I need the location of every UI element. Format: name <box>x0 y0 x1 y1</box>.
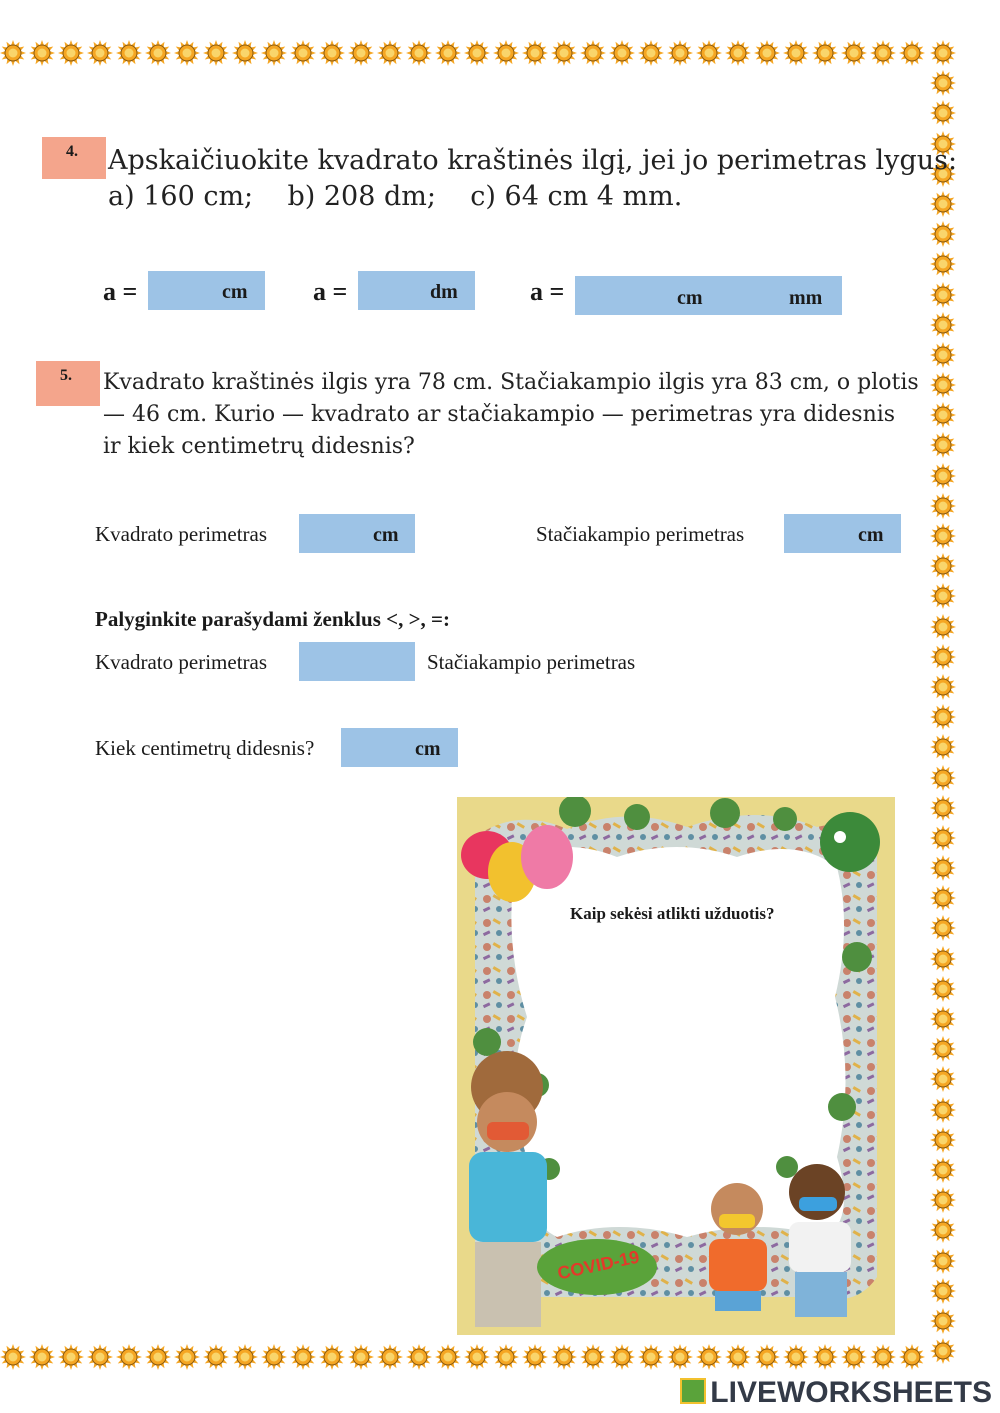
sun-icon <box>0 40 26 66</box>
task-4-badge: 4. <box>42 137 106 179</box>
sun-border-bottom <box>0 1344 928 1370</box>
sun-icon <box>377 40 403 66</box>
sun-icon <box>930 282 956 308</box>
sun-icon <box>930 1308 956 1334</box>
sun-icon <box>290 40 316 66</box>
sun-icon <box>930 402 956 428</box>
sun-icon <box>145 1344 171 1370</box>
sun-icon <box>930 432 956 458</box>
sun-icon <box>812 40 838 66</box>
sun-icon <box>319 40 345 66</box>
sun-icon <box>930 614 956 640</box>
sun-icon <box>930 1217 956 1243</box>
sun-icon <box>145 40 171 66</box>
compare-instruction: Palyginkite parašydami ženklus <, >, =: <box>95 607 451 631</box>
sun-icon <box>29 1344 55 1370</box>
sun-icon <box>899 40 925 66</box>
sun-icon <box>930 251 956 277</box>
sun-icon <box>435 1344 461 1370</box>
sun-icon <box>435 40 461 66</box>
square-perimeter-label: Kvadrato perimetras <box>95 522 268 546</box>
sun-icon <box>930 1066 956 1092</box>
sun-icon <box>203 1344 229 1370</box>
sun-icon <box>930 1187 956 1213</box>
sun-icon <box>551 40 577 66</box>
sun-icon <box>29 40 55 66</box>
frame-artwork <box>457 797 895 1335</box>
sun-icon <box>899 1344 925 1370</box>
sun-icon <box>58 1344 84 1370</box>
answer-b-label: a = <box>313 277 348 306</box>
sun-icon <box>203 40 229 66</box>
answer-a-unit: cm <box>222 281 248 303</box>
sun-icon <box>841 40 867 66</box>
sun-icon <box>493 40 519 66</box>
sun-icon <box>930 644 956 670</box>
answer-c-input[interactable] <box>575 276 842 315</box>
sun-icon <box>783 40 809 66</box>
sun-icon <box>783 1344 809 1370</box>
difference-unit: cm <box>415 738 441 760</box>
rect-perimeter-unit: cm <box>858 524 884 546</box>
sun-icon <box>87 1344 113 1370</box>
sun-icon <box>406 40 432 66</box>
sun-icon <box>930 946 956 972</box>
sun-icon <box>174 40 200 66</box>
answer-b-unit: dm <box>430 281 458 303</box>
sun-icon <box>696 1344 722 1370</box>
sun-icon <box>261 1344 287 1370</box>
sun-icon <box>870 1344 896 1370</box>
answer-c-label: a = <box>530 277 565 306</box>
answer-a-label: a = <box>103 277 138 306</box>
sun-icon <box>696 40 722 66</box>
sun-border-top <box>0 40 928 66</box>
sun-icon <box>290 1344 316 1370</box>
answer-c-unit-mm: mm <box>789 287 823 309</box>
sun-icon <box>348 1344 374 1370</box>
sun-icon <box>930 583 956 609</box>
sun-icon <box>930 795 956 821</box>
sun-icon <box>930 1338 956 1364</box>
sun-icon <box>87 40 113 66</box>
compare-left-label: Kvadrato perimetras <box>95 650 268 674</box>
sun-icon <box>58 40 84 66</box>
sun-icon <box>930 1157 956 1183</box>
sun-icon <box>580 40 606 66</box>
sun-icon <box>232 1344 258 1370</box>
answer-c-unit-cm: cm <box>677 287 703 309</box>
sun-icon <box>930 734 956 760</box>
sun-icon <box>116 1344 142 1370</box>
sun-icon <box>930 674 956 700</box>
sun-icon <box>638 1344 664 1370</box>
sun-icon <box>725 40 751 66</box>
sun-icon <box>930 855 956 881</box>
sun-icon <box>348 40 374 66</box>
rect-perimeter-input[interactable] <box>784 514 901 553</box>
answer-a-input[interactable] <box>148 271 265 310</box>
sun-icon <box>609 1344 635 1370</box>
sun-icon <box>493 1344 519 1370</box>
covid-label: COVID-19 <box>555 1246 642 1284</box>
sun-icon <box>930 765 956 791</box>
sun-icon <box>377 1344 403 1370</box>
sun-icon <box>667 40 693 66</box>
answer-b-input[interactable] <box>358 271 475 310</box>
sun-icon <box>930 885 956 911</box>
sun-icon <box>870 40 896 66</box>
sun-icon <box>116 40 142 66</box>
sun-icon <box>841 1344 867 1370</box>
sun-icon <box>930 704 956 730</box>
square-perimeter-unit: cm <box>373 524 399 546</box>
sun-icon <box>754 1344 780 1370</box>
covid-frame-illustration <box>457 797 895 1335</box>
sun-icon <box>930 1097 956 1123</box>
sun-icon <box>930 1248 956 1274</box>
sun-icon <box>725 1344 751 1370</box>
sun-icon <box>930 342 956 368</box>
sun-icon <box>522 40 548 66</box>
sun-icon <box>930 976 956 1002</box>
sun-icon <box>930 523 956 549</box>
sun-icon <box>638 40 664 66</box>
sun-icon <box>930 1127 956 1153</box>
sun-icon <box>930 40 956 66</box>
sun-icon <box>464 40 490 66</box>
sun-icon <box>580 1344 606 1370</box>
task-4-text-line2: a) 160 cm; b) 208 dm; c) 64 cm 4 mm. <box>108 181 683 212</box>
sun-icon <box>930 221 956 247</box>
compare-right-label: Stačiakampio perimetras <box>427 650 636 674</box>
sun-icon <box>930 100 956 126</box>
square-perimeter-input[interactable] <box>299 514 415 553</box>
liveworksheets-logo-text: LIVEWORKSHEETS <box>710 1376 992 1409</box>
sun-icon <box>609 40 635 66</box>
sun-icon <box>261 40 287 66</box>
sun-icon <box>754 40 780 66</box>
liveworksheets-logo <box>680 1376 992 1410</box>
sun-icon <box>319 1344 345 1370</box>
sun-icon <box>930 1006 956 1032</box>
sun-icon <box>0 1344 26 1370</box>
sun-icon <box>930 915 956 941</box>
task-5-badge: 5. <box>36 361 100 406</box>
sun-icon <box>930 553 956 579</box>
frame-question: Kaip sekėsi atlikti užduotis? <box>570 904 775 923</box>
sun-icon <box>522 1344 548 1370</box>
compare-sign-input[interactable] <box>299 642 415 681</box>
difference-input[interactable] <box>341 728 458 767</box>
sun-icon <box>930 463 956 489</box>
sun-icon <box>930 1036 956 1062</box>
sun-icon <box>930 1278 956 1304</box>
task-4-text-line1: Apskaičiuokite kvadrato kraštinės ilgį, jei jo perimetras lygus: <box>108 145 958 176</box>
difference-label: Kiek centimetrų didesnis? <box>95 736 315 760</box>
task-5-text-line3: ir kiek centimetrų didesnis? <box>103 434 415 459</box>
sun-icon <box>930 825 956 851</box>
sun-icon <box>551 1344 577 1370</box>
task-5-text-line1: Kvadrato kraštinės ilgis yra 78 cm. Stačiakampio ilgis yra 83 cm, o plotis <box>103 370 919 395</box>
liveworksheets-icon <box>680 1378 706 1404</box>
sun-icon <box>930 70 956 96</box>
task-5-text-line2: — 46 cm. Kurio — kvadrato ar stačiakampio — perimetras yra didesnis <box>103 402 896 427</box>
rect-perimeter-label: Stačiakampio perimetras <box>536 522 745 546</box>
sun-icon <box>930 312 956 338</box>
sun-icon <box>930 372 956 398</box>
sun-border-right <box>930 40 956 1368</box>
sun-icon <box>174 1344 200 1370</box>
sun-icon <box>406 1344 432 1370</box>
sun-icon <box>930 191 956 217</box>
sun-icon <box>232 40 258 66</box>
sun-icon <box>667 1344 693 1370</box>
sun-icon <box>930 493 956 519</box>
sun-icon <box>464 1344 490 1370</box>
sun-icon <box>812 1344 838 1370</box>
